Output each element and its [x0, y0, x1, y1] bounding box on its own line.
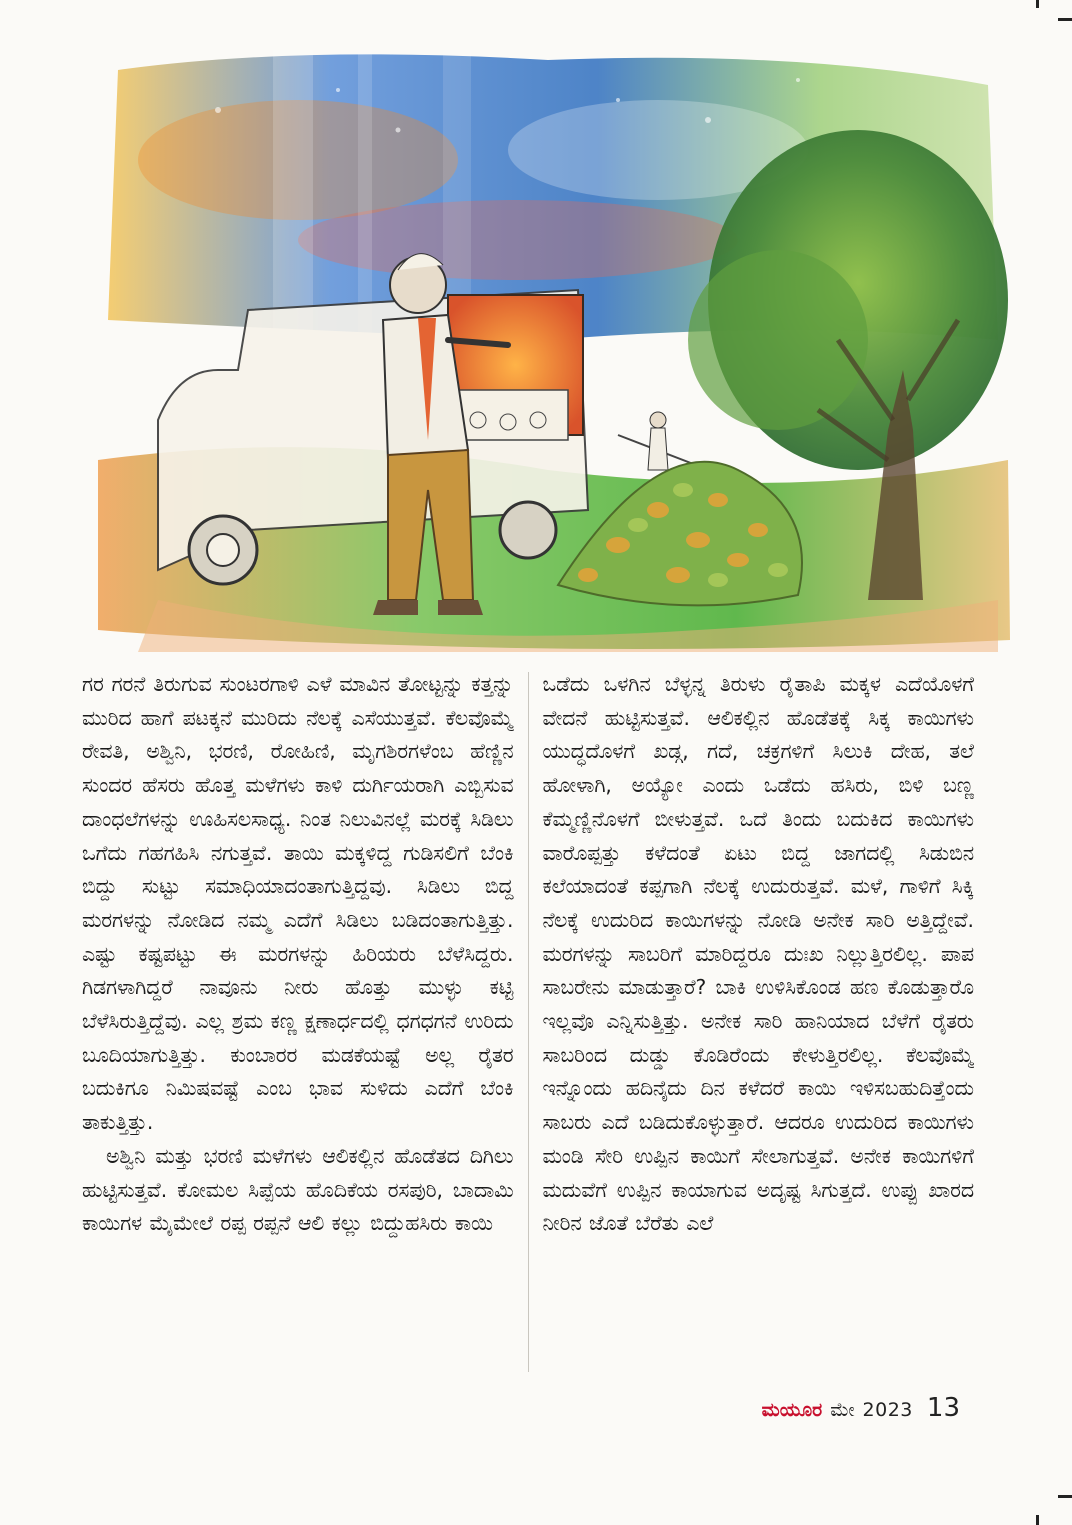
- crop-mark-top: [1036, 0, 1039, 8]
- issue-year: 2023: [862, 1399, 913, 1421]
- crop-mark-top-right: [1058, 18, 1072, 21]
- article-column-left: [82, 668, 514, 1383]
- paragraph: ಗರ ಗರನೆ ತಿರುಗುವ ಸುಂಟರಗಾಳಿ ಎಳೆ ಮಾವಿನ ತೋಟ್ಟನ್ನು ಕತ್ತನ್ನು ಮುರಿದ ಹಾಗೆ ಪಟಕ್ಕನೆ ಮುರಿದು ನೆಲಕ್ಕೆ ಎಸೆಯುತ್ತವೆ. ಕೆಲವೊಮ್ಮೆ ರೇವತಿ, ಅಶ್ವಿನಿ, ಭರಣಿ, ರೋಹಿಣಿ, ಮೃಗಶಿರಗಳೆಂಬ ಹೆಣ್ಣಿನ ಸುಂದರ ಹೆಸರು ಹೊತ್ತ ಮಳೆಗಳು ಕಾಳಿ ದುರ್ಗಿಯರಾಗಿ ಎಬ್ಬಿಸುವ ದಾಂಧಲೆಗಳನ್ನು ಊಹಿಸಲಸಾಧ್ಯ. ನಿಂತ ನಿಲುವಿನಲ್ಲೆ ಮರಕ್ಕೆ ಸಿಡಿಲು ಒಗೆದು ಗಹಗಹಿಸಿ ನಗುತ್ತವೆ. ತಾಯಿ ಮಕ್ಕಳಿದ್ದ ಗುಡಿಸಲಿಗೆ ಬೆಂಕಿ ಬಿದ್ದು ಸುಟ್ಟು ಸಮಾಧಿಯಾದಂತಾಗುತ್ತಿದ್ದವು. ಸಿಡಿಲು ಬಿದ್ದ ಮರಗಳನ್ನು ನೋಡಿದ ನಮ್ಮ ಎದೆಗೆ ಸಿಡಿಲು ಬಡಿದಂತಾಗುತ್ತಿತ್ತು. ಎಷ್ಟು ಕಷ್ಟಪಟ್ಟು ಈ ಮರಗಳನ್ನು ಹಿರಿಯರು ಬೆಳೆಸಿದ್ದರು. ಗಿಡಗಳಾಗಿದ್ದರೆ ನಾವೂನು ನೀರು ಹೊತ್ತು ಮುಳ್ಳು ಕಟ್ಟಿ ಬೆಳೆಸಿರುತ್ತಿದ್ದೆವು. ಎಲ್ಲ ಶ್ರಮ ಕಣ್ಣ ಕ್ಷಣಾರ್ಧದಲ್ಲಿ ಧಗಧಗನೆ ಉರಿದು ಬೂದಿಯಾಗುತ್ತಿತ್ತು. ಕುಂಬಾರರ ಮಡಕೆಯಷ್ಟೆ ಅಲ್ಲ ರೈತರ ಬದುಕಿಗೂ ನಿಮಿಷವಷ್ಟೆ ಎಂಬ ಭಾವ ಸುಳಿದು ಎದೆಗೆ ಬೆಂಕಿ ತಾಕುತ್ತಿತ್ತು.: [82, 672, 514, 1135]
- column-divider: [528, 672, 529, 1372]
- paragraph: ಅಶ್ವಿನಿ ಮತ್ತು ಭರಣಿ ಮಳೆಗಳು ಆಲಿಕಲ್ಲಿನ ಹೊಡೆತದ ದಿಗಿಲು ಹುಟ್ಟಿಸುತ್ತವೆ. ಕೋಮಲ ಸಿಪ್ಪೆಯ ಹೊದಿಕೆಯ ರಸಪುರಿ, ಬಾದಾಮಿ ಕಾಯಿಗಳ ಮೈಮೇಲೆ ರಪ್ಪ ರಪ್ಪನೆ ಆಲಿ ಕಲ್ಲು ಬಿದ್ದುಹಸಿರು ಕಾಯಿ: [82, 1143, 514, 1236]
- article-illustration: [98, 40, 1010, 655]
- article-column-right: [543, 668, 975, 1383]
- watercolor-illustration: [98, 40, 1010, 655]
- issue-month: ಮೇ: [830, 1399, 855, 1421]
- paragraph: ಒಡೆದು ಒಳಗಿನ ಬೆಳ್ಳನ್ನ ತಿರುಳು ರೈತಾಪಿ ಮಕ್ಕಳ ಎದೆಯೊಳಗೆ ವೇದನೆ ಹುಟ್ಟಿಸುತ್ತವೆ. ಆಲಿಕಲ್ಲಿನ ಹೊಡೆತಕ್ಕೆ ಸಿಕ್ಕ ಕಾಯಿಗಳು ಯುದ್ಧದೊಳಗೆ ಖಡ್ಗ, ಗದೆ, ಚಕ್ರಗಳಿಗೆ ಸಿಲುಕಿ ದೇಹ, ತಲೆ ಹೋಳಾಗಿ, ಅಯ್ಯೋ ಎಂದು ಒಡೆದು ಹಸಿರು, ಬಿಳಿ ಬಣ್ಣ ಕೆಮ್ಮಣ್ಣಿನೊಳಗೆ ಬೀಳುತ್ತವೆ. ಒದೆ ತಿಂದು ಬದುಕಿದ ಕಾಯಿಗಳು ವಾರೊಪ್ಪತ್ತು ಕಳೆದಂತೆ ಏಟು ಬಿದ್ದ ಜಾಗದಲ್ಲಿ ಸಿಡುಬಿನ ಕಲೆಯಾದಂತೆ ಕಪ್ಪಗಾಗಿ ನೆಲಕ್ಕೆ ಉದುರುತ್ತವೆ. ಮಳೆ, ಗಾಳಿಗೆ ಸಿಕ್ಕಿ ನೆಲಕ್ಕೆ ಉದುರಿದ ಕಾಯಿಗಳನ್ನು ನೋಡಿ ಅನೇಕ ಸಾರಿ ಅತ್ತಿದ್ದೇವೆ. ಮರಗಳನ್ನು ಸಾಬರಿಗೆ ಮಾರಿದ್ದರೂ ದುಃಖ ನಿಲ್ಲುತ್ತಿರಲಿಲ್ಲ. ಪಾಪ ಸಾಬರೇನು ಮಾಡುತ್ತಾರೆ? ಬಾಕಿ ಉಳಿಸಿಕೊಂಡ ಹಣ ಕೊಡುತ್ತಾರೊ ಇಲ್ಲವೊ ಎನ್ನಿಸುತ್ತಿತ್ತು. ಅನೇಕ ಸಾರಿ ಹಾನಿಯಾದ ಬೆಳೆಗೆ ರೈತರು ಸಾಬರಿಂದ ದುಡ್ಡು ಕೊಡಿರೆಂದು ಕೇಳುತ್ತಿರಲಿಲ್ಲ. ಕೆಲವೊಮ್ಮೆ ಇನ್ನೊಂದು ಹದಿನೈದು ದಿನ ಕಳೆದರೆ ಕಾಯಿ ಇಳಿಸಬಹುದಿತ್ತೆಂದು ಸಾಬರು ಎದೆ ಬಡಿದುಕೊಳ್ಳುತ್ತಾರೆ. ಆದರೂ ಉದುರಿದ ಕಾಯಿಗಳು ಮಂಡಿ ಸೇರಿ ಉಪ್ಪಿನ ಕಾಯಿಗೆ ಸೇಲಾಗುತ್ತವೆ. ಅನೇಕ ಕಾಯಿಗಳಿಗೆ ಮದುವೆಗೆ ಉಪ್ಪಿನ ಕಾಯಾಗುವ ಅದೃಷ್ಟ ಸಿಗುತ್ತದೆ. ಉಪ್ಪು ಖಾರದ ನೀರಿನ ಜೊತೆ ಬೆರೆತು ಎಲೆ: [542, 672, 974, 1236]
- page-number: 13: [926, 1393, 960, 1423]
- magazine-logo: ಮಯೂರ: [761, 1399, 823, 1421]
- crop-mark-bottom-right: [1058, 1495, 1072, 1498]
- article-body: [82, 668, 974, 1383]
- page-footer: [762, 1393, 960, 1427]
- crop-mark-bottom: [1036, 1515, 1039, 1525]
